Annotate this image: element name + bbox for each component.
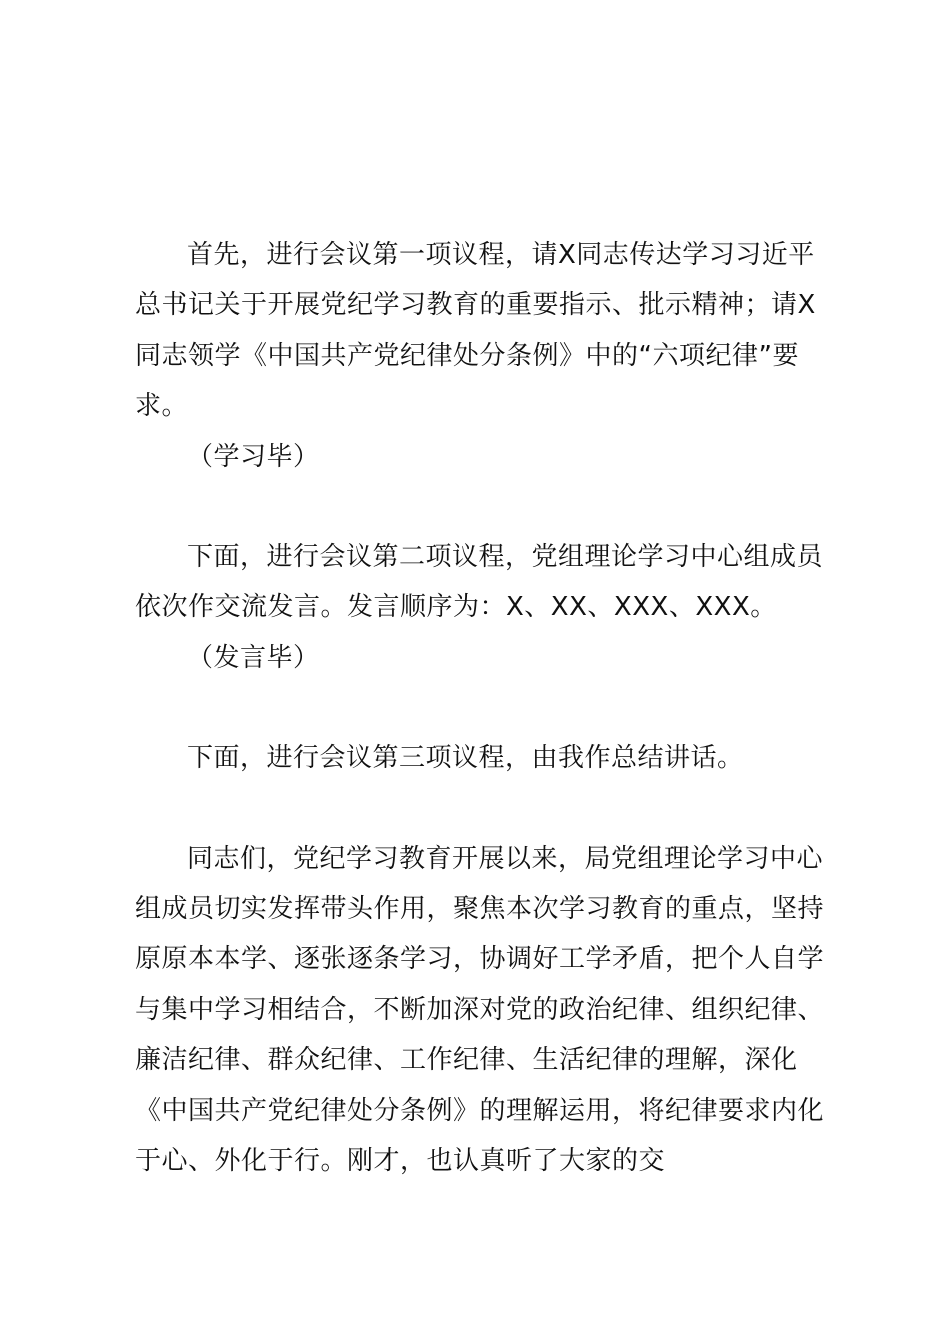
- paragraph-agenda-item-3: 下面，进行会议第三项议程，由我作总结讲话。: [187, 743, 744, 774]
- note-study-finished: （学习毕）: [187, 441, 320, 472]
- paragraph-spacer: [135, 482, 835, 532]
- note-speech-finished: （发言毕）: [187, 642, 320, 673]
- paragraph-spacer: [135, 683, 835, 733]
- paragraph-agenda-item-2: 下面，进行会议第二项议程，党组理论学习中心组成员依次作交流发言。发言顺序为：X、XX、XXX、XXX。: [135, 542, 824, 623]
- paragraph-agenda-item-1: 首先，进行会议第一项议程，请X同志传达学习习近平总书记关于开展党纪学习教育的重要指示、批示精神；请X同志领学《中国共产党纪律处分条例》中的“六项纪律”要求。: [135, 240, 816, 422]
- paragraph-summary-speech: 同志们，党纪学习教育开展以来，局党组理论学习中心组成员切实发挥带头作用，聚焦本次学习教育的重点，坚持原原本本学、逐张逐条学习，协调好工学矛盾，把个人自学与集中学习相结合，不断加深对党的政治纪律、组织纪律、廉洁纪律、群众纪律、工作纪律、生活纪律的理解，深化《中国共产党纪律处分条例》的理解运用，将纪律要求内化于心、外化于行。刚才，也认真听了大家的交: [135, 843, 825, 1177]
- document-body: [135, 230, 835, 1187]
- paragraph-spacer: [135, 784, 835, 834]
